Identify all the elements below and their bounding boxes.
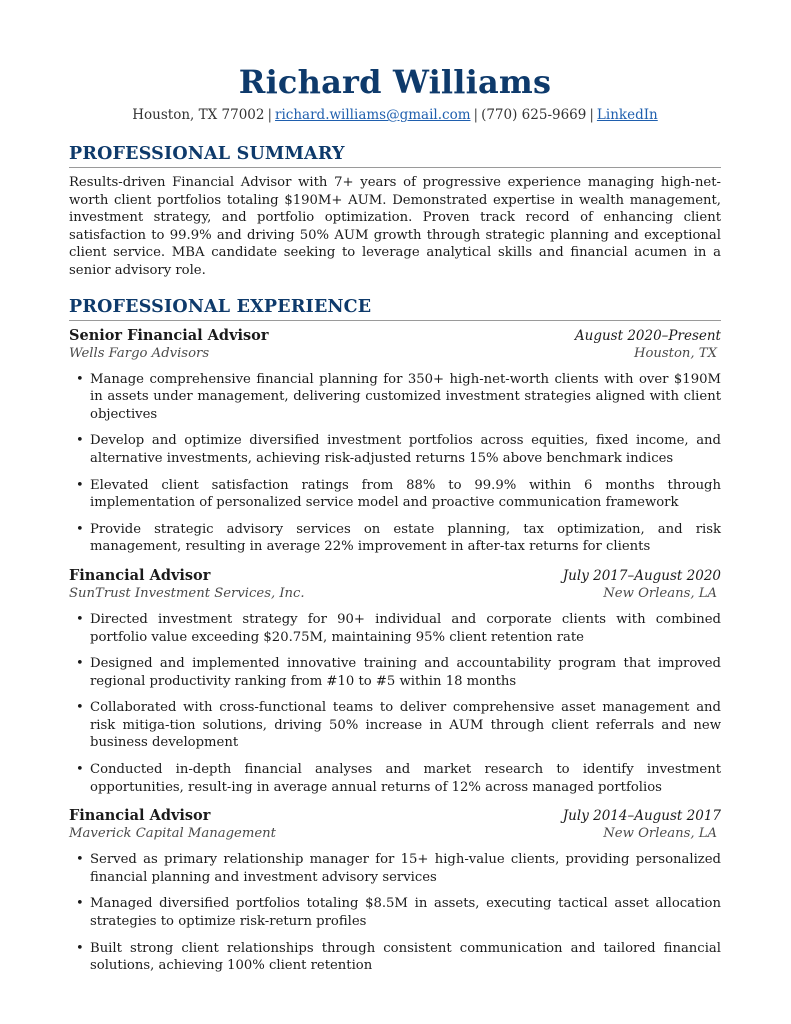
bullet-item: • Collaborated with cross-functional teams to deliver comprehensive asset management and risk mitiga-tion solutions, driving 50% increase in AUM through client referrals and new business development (69, 699, 721, 752)
bullet-item: • Manage comprehensive financial planning for 350+ high-net-worth clients with over $190M in assets under management, delivering customized investment strategies aligned with client objectives (69, 371, 721, 424)
summary-section (69, 143, 721, 280)
summary-heading: PROFESSIONAL SUMMARY (69, 143, 721, 168)
company-name: SunTrust Investment Services, Inc. (69, 585, 305, 601)
summary-text: Results-driven Financial Advisor with 7+ years of progressive experience managing high-net-worth client portfolios totaling $190M+ AUM. Demonstrated expertise in wealth management, investment strategy, and portfolio optimization. Proven track record of enhancing client satisfaction to 99.9% and driving 50% AUM growth through strategic planning and exceptional client service. MBA candidate seeking to leverage analytical skills and financial acumen in a senior advisory role. (69, 175, 721, 278)
bullet-item: • Designed and implemented innovative training and accountability program that improved regional productivity ranking from #10 to #5 within 18 months (69, 655, 721, 690)
company-name: Wells Fargo Advisors (69, 345, 210, 361)
job-location: Houston, TX (633, 345, 717, 361)
company-name: Maverick Capital Management (69, 826, 276, 842)
job-dates: July 2014–August 2017 (562, 808, 721, 825)
job-location: New Orleans, LA (603, 585, 717, 601)
job-title: Financial Advisor (69, 566, 211, 584)
bullet-item: • Served as primary relationship manager for 15+ high-value clients, providing personalized financial planning and investment advisory services (69, 851, 721, 886)
job-entry (69, 327, 721, 556)
linkedin-link[interactable]: LinkedIn (596, 107, 658, 123)
job-title: Senior Financial Advisor (69, 326, 269, 344)
bullet-item: • Elevated client satisfaction ratings from 88% to 99.9% within 6 months through implementation of personalized service model and proactive communication framework (69, 477, 721, 512)
separator: | (267, 107, 273, 123)
job-dates: August 2020–Present (574, 327, 721, 344)
resume-page (69, 62, 721, 984)
job-title: Financial Advisor (69, 807, 211, 825)
experience-section (69, 296, 721, 975)
job-entry (69, 567, 721, 796)
job-bullets (69, 371, 721, 556)
job-bullets (69, 851, 721, 975)
bullet-item: • Conducted in-depth financial analyses and market research to identify investment opportunities, result-ing in average annual returns of 12% across managed portfolios (69, 761, 721, 796)
experience-heading: PROFESSIONAL EXPERIENCE (69, 296, 721, 321)
phone-text: (770) 625-9669 (481, 107, 587, 123)
job-bullets (69, 611, 721, 796)
bullet-item: • Built strong client relationships through consistent communication and tailored financial solutions, achieving 100% client retention (69, 940, 721, 975)
job-location: New Orleans, LA (603, 826, 717, 842)
bullet-item: • Managed diversified portfolios totaling $8.5M in assets, executing tactical asset allocation strategies to optimize risk-return profiles (69, 895, 721, 930)
candidate-name: Richard Williams (238, 63, 552, 101)
email-link[interactable]: richard.williams@gmail.com (275, 107, 471, 123)
bullet-item: • Develop and optimize diversified investment portfolios across equities, fixed income, and alternative investments, achieving risk-adjusted returns 15% above benchmark indices (69, 432, 721, 467)
job-entry (69, 807, 721, 975)
bullet-item: • Provide strategic advisory services on estate planning, tax optimization, and risk management, resulting in average 22% improvement in after-tax returns for clients (69, 521, 721, 556)
job-dates: July 2017–August 2020 (562, 567, 721, 584)
location-text: Houston, TX 77002 (132, 107, 265, 123)
separator: | (473, 107, 479, 123)
bullet-item: • Directed investment strategy for 90+ individual and corporate clients with combined portfolio value exceeding $20.75M, maintaining 95% client retention rate (69, 611, 721, 646)
contact-line (69, 106, 721, 124)
separator: | (589, 107, 594, 123)
